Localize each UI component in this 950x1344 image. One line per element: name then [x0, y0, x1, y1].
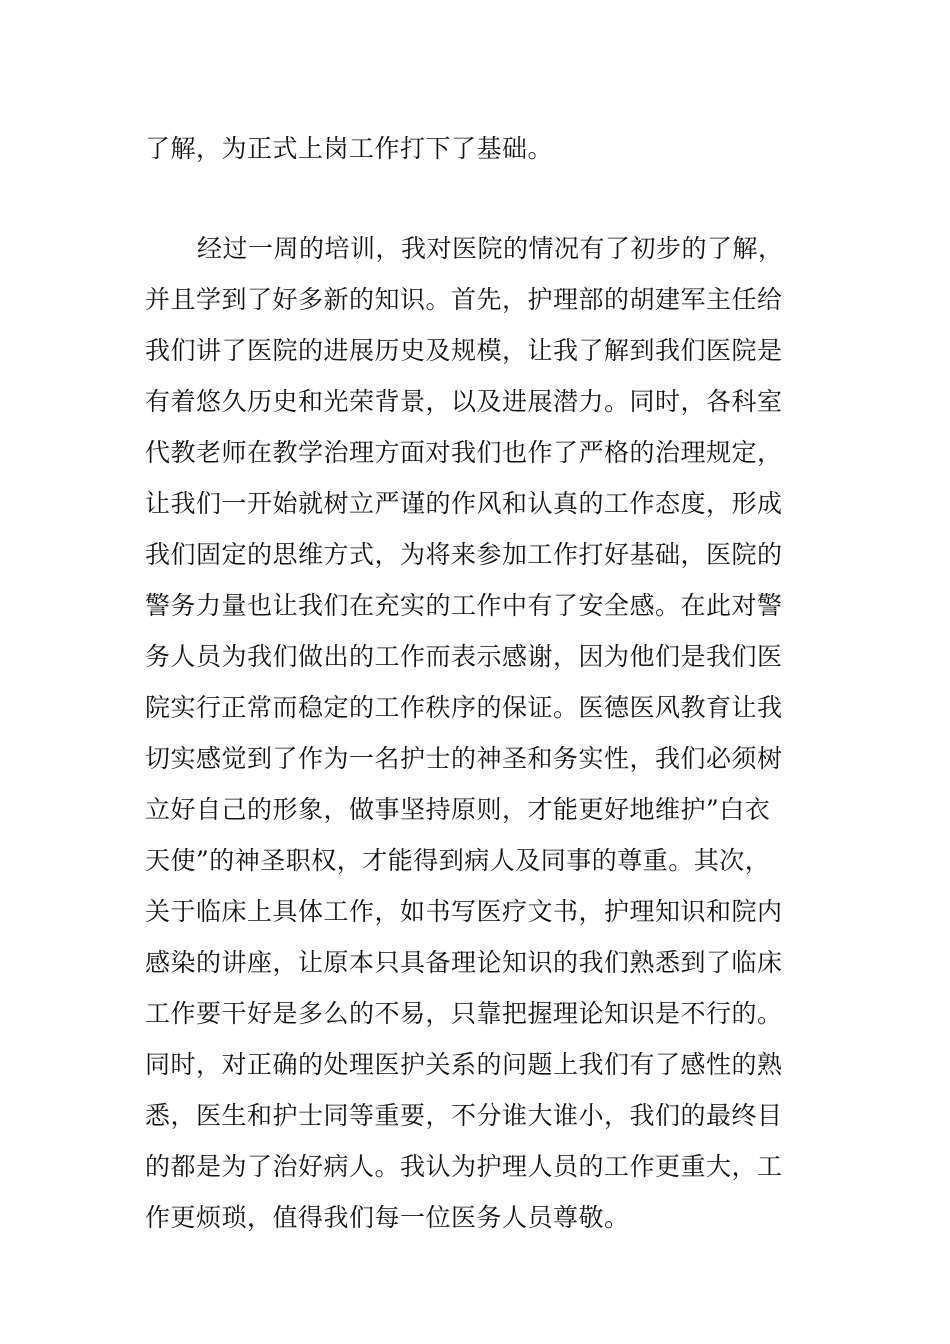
paragraph-2-line-2: 并且学到了好多新的知识。首先，护理部的胡建军主任给 — [145, 285, 783, 314]
paragraph-2-line-9: 务人员为我们做出的工作而表示感谢，因为他们是我们医 — [145, 642, 783, 671]
paragraph-2-line-20: 作更烦琐，值得我们每一位医务人员尊敬。 — [145, 1203, 630, 1232]
paragraph-2-line-8: 警务力量也让我们在充实的工作中有了安全感。在此对警 — [145, 591, 783, 620]
paragraph-2-line-7: 我们固定的思维方式，为将来参加工作打好基础，医院的 — [145, 540, 783, 569]
paragraph-2-line-13: 天使”的神圣职权，才能得到病人及同事的尊重。其次， — [145, 846, 771, 875]
paragraph-2-line-3: 我们讲了医院的进展历史及规模，让我了解到我们医院是 — [145, 336, 783, 365]
paragraph-2-line-6: 让我们一开始就树立严谨的作风和认真的工作态度，形成 — [145, 489, 783, 518]
paragraph-2-line-12: 立好自己的形象，做事坚持原则，才能更好地维护”白衣 — [145, 795, 771, 824]
paragraph-2-line-16: 工作要干好是多么的不易，只靠把握理论知识是不行的。 — [145, 999, 783, 1028]
paragraph-2-line-14: 关于临床上具体工作，如书写医疗文书，护理知识和院内 — [145, 897, 783, 926]
paragraph-2-line-10: 院实行正常而稳定的工作秩序的保证。医德医风教育让我 — [145, 693, 783, 722]
paragraph-2-line-1: 经过一周的培训，我对医院的情况有了初步的了解， — [197, 234, 784, 263]
paragraph-2-line-15: 感染的讲座，让原本只具备理论知识的我们熟悉到了临床 — [145, 948, 783, 977]
paragraph-1-line-1: 了解，为正式上岗工作打下了基础。 — [145, 134, 554, 163]
paragraph-2-line-5: 代教老师在教学治理方面对我们也作了严格的治理规定， — [145, 438, 783, 467]
paragraph-2-line-4: 有着悠久历史和光荣背景，以及进展潜力。同时，各科室 — [145, 387, 783, 416]
paragraph-2-line-18: 悉，医生和护士同等重要，不分谁大谁小，我们的最终目 — [145, 1101, 783, 1130]
paragraph-2-line-11: 切实感觉到了作为一名护士的神圣和务实性，我们必须树 — [145, 744, 783, 773]
paragraph-2-line-17: 同时，对正确的处理医护关系的问题上我们有了感性的熟 — [145, 1050, 783, 1079]
paragraph-2-line-19: 的都是为了治好病人。我认为护理人员的工作更重大，工 — [145, 1152, 783, 1181]
